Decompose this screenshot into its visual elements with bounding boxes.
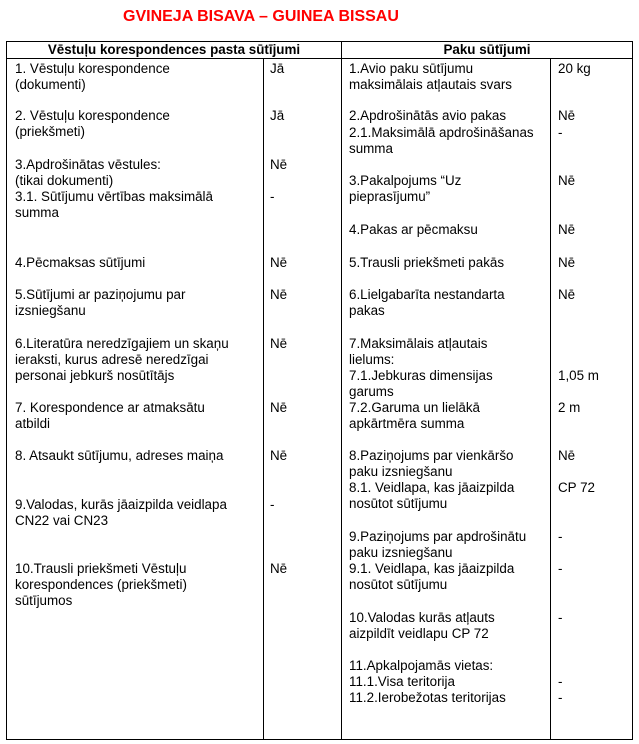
right-item-7-2-value: 2 m — [558, 400, 581, 415]
left-item-6 — [15, 336, 229, 384]
right-item-7-1 — [349, 368, 493, 400]
right-item-8-1 — [349, 480, 514, 512]
right-item-9 — [349, 529, 526, 561]
right-item-5-value: Nē — [558, 255, 576, 270]
right-item-2-1-value: - — [558, 125, 563, 140]
left-item-2 — [15, 108, 170, 140]
left-item-7 — [15, 400, 205, 432]
right-item-4-line-1: 4.Pakas ar pēcmaksu — [349, 222, 478, 237]
right-item-3-line-1: 3.Pakalpojums “Uz — [349, 173, 462, 188]
left-item-7-line-1: 7. Korespondence ar atmaksātu — [15, 400, 205, 415]
right-item-1-value: 20 kg — [558, 61, 591, 76]
left-item-10-line-3: sūtījumos — [15, 593, 73, 608]
left-item-6-line-3: personai jebkurš nosūtītājs — [15, 368, 175, 383]
right-item-7-1-value: 1,05 m — [558, 368, 599, 383]
left-item-6-line-1: 6.Literatūra neredzīgajiem un skaņu — [15, 336, 229, 351]
right-item-2 — [349, 108, 506, 124]
left-item-9 — [15, 497, 227, 529]
right-item-2-1-line-2: summa — [349, 141, 393, 156]
right-item-7-line-2: lielums: — [349, 352, 395, 367]
right-item-9-line-2: paku izsniegšanu — [349, 545, 453, 560]
right-item-2-1-line-1: 2.1.Maksimālā apdrošināšanas — [349, 125, 534, 140]
left-item-5-value: Nē — [270, 287, 288, 302]
left-item-2-value: Jā — [270, 108, 285, 123]
column-divider-left-value — [263, 58, 264, 740]
page-title: GVINEJA BISAVA – GUINEA BISSAU — [123, 8, 399, 25]
table-bottom-border — [6, 739, 633, 740]
left-item-5-line-2: izsniegšanu — [15, 303, 86, 318]
right-item-8 — [349, 448, 514, 480]
left-item-8-line-1: 8. Atsaukt sūtījumu, adreses maiņa — [15, 448, 224, 463]
right-item-8-line-1: 8.Paziņojums par vienkāršo — [349, 448, 514, 463]
left-item-2-line-2: (priekšmeti) — [15, 124, 85, 139]
left-item-9-line-2: CN22 vai CN23 — [15, 513, 109, 528]
right-item-9-line-1: 9.Paziņojums par apdrošinātu — [349, 529, 527, 544]
right-item-9-1-line-1: 9.1. Veidlapa, kas jāaizpilda — [349, 561, 515, 576]
left-item-3-value: Nē — [270, 157, 288, 172]
left-item-10-line-1: 10.Trausli priekšmeti Vēstuļu — [15, 561, 187, 576]
right-item-8-1-line-2: nosūtot sūtījumu — [349, 496, 448, 511]
right-item-11-1 — [349, 674, 455, 690]
right-item-10-value: - — [558, 610, 563, 625]
table-left-border — [6, 41, 7, 740]
right-item-11-2-line-1: 11.2.Ierobežotas teritorijas — [349, 690, 506, 705]
right-item-11-2 — [349, 690, 506, 706]
right-item-11-line-1: 11.Apkalpojamās vietas: — [349, 658, 494, 673]
left-item-6-value: Nē — [270, 336, 288, 351]
left-item-3-1-line-1: 3.1. Sūtījumu vērtības maksimālā — [15, 189, 213, 204]
right-item-8-value: Nē — [558, 448, 576, 463]
header-divider — [6, 58, 633, 59]
right-item-11-1-value: - — [558, 674, 563, 689]
right-item-10-line-2: aizpildīt veidlapu CP 72 — [349, 626, 489, 641]
header-right: Paku sūtījumi — [443, 42, 531, 57]
left-item-10-line-2: korespondences (priekšmeti) — [15, 577, 187, 592]
left-item-10 — [15, 561, 187, 609]
right-item-5 — [349, 255, 504, 271]
right-item-3 — [349, 173, 461, 205]
left-item-9-line-1: 9.Valodas, kurās jāaizpilda veidlapa — [15, 497, 227, 512]
left-item-8 — [15, 448, 223, 464]
right-item-1-line-2: maksimālais atļautais svars — [349, 77, 512, 92]
left-item-4 — [15, 255, 145, 271]
right-item-8-line-2: paku izsniegšanu — [349, 464, 453, 479]
right-item-8-1-line-1: 8.1. Veidlapa, kas jāaizpilda — [349, 480, 515, 495]
right-item-2-1 — [349, 125, 534, 157]
right-item-7-1-line-2: garums — [349, 384, 394, 399]
right-item-11-1-line-1: 11.1.Visa teritorija — [349, 674, 455, 689]
header-left: Vēstuļu korespondences pasta sūtījumi — [47, 42, 301, 57]
left-item-3-1-line-2: summa — [15, 205, 59, 220]
right-item-7-line-1: 7.Maksimālais atļautais — [349, 336, 488, 351]
right-item-7-1-line-1: 7.1.Jebkuras dimensijas — [349, 368, 493, 383]
left-item-1-line-1: 1. Vēstuļu korespondence — [15, 61, 170, 76]
right-item-2-value: Nē — [558, 108, 576, 123]
right-item-11-2-value: - — [558, 690, 563, 705]
right-item-8-1-value: CP 72 — [558, 480, 595, 495]
right-item-1 — [349, 61, 512, 93]
right-item-1-line-1: 1.Avio paku sūtījumu — [349, 61, 474, 76]
right-item-6-value: Nē — [558, 287, 576, 302]
left-item-1-line-2: (dokumenti) — [15, 77, 86, 92]
right-item-2-line-1: 2.Apdrošinātās avio pakas — [349, 108, 507, 123]
left-item-1-value: Jā — [270, 61, 285, 76]
right-item-3-line-2: pieprasījumu” — [349, 189, 431, 204]
column-divider-middle — [341, 41, 342, 740]
left-item-2-line-1: 2. Vēstuļu korespondence — [15, 108, 170, 123]
left-item-5-line-1: 5.Sūtījumi ar paziņojumu par — [15, 287, 186, 302]
right-item-4 — [349, 222, 478, 238]
right-item-9-1-line-2: nosūtot sūtījumu — [349, 577, 448, 592]
right-item-7-2-line-1: 7.2.Garuma un lielākā — [349, 400, 481, 415]
right-item-9-1-value: - — [558, 561, 563, 576]
left-item-3-1-value: - — [270, 189, 275, 204]
left-item-3-line-2: (tikai dokumenti) — [15, 173, 114, 188]
left-item-6-line-2: ieraksti, kurus adresē neredzīgai — [15, 352, 209, 367]
column-divider-right-value — [550, 58, 551, 740]
left-item-4-line-1: 4.Pēcmaksas sūtījumi — [15, 255, 146, 270]
table-right-border — [632, 41, 633, 740]
right-item-7-2-line-2: apkārtmēra summa — [349, 416, 465, 431]
left-item-9-value: - — [270, 497, 275, 512]
right-item-9-value: - — [558, 529, 563, 544]
right-item-3-value: Nē — [558, 173, 576, 188]
left-item-7-value: Nē — [270, 400, 288, 415]
right-item-7 — [349, 336, 487, 368]
right-item-11 — [349, 658, 493, 674]
right-item-5-line-1: 5.Trausli priekšmeti pakās — [349, 255, 505, 270]
right-item-10-line-1: 10.Valodas kurās atļauts — [349, 610, 495, 625]
left-item-7-line-2: atbildi — [15, 416, 50, 431]
right-item-7-2 — [349, 400, 480, 432]
right-item-6-line-1: 6.Lielgabarīta nestandarta — [349, 287, 505, 302]
left-item-10-value: Nē — [270, 561, 288, 576]
left-item-3-line-1: 3.Apdrošinātas vēstules: — [15, 157, 161, 172]
left-item-1 — [15, 61, 170, 93]
left-item-3 — [15, 157, 161, 189]
right-item-4-value: Nē — [558, 222, 576, 237]
right-item-6-line-2: pakas — [349, 303, 385, 318]
right-item-9-1 — [349, 561, 514, 593]
left-item-3-1 — [15, 189, 213, 221]
left-item-4-value: Nē — [270, 255, 288, 270]
right-item-10 — [349, 610, 495, 642]
right-item-6 — [349, 287, 505, 319]
left-item-8-value: Nē — [270, 448, 288, 463]
left-item-5 — [15, 287, 185, 319]
